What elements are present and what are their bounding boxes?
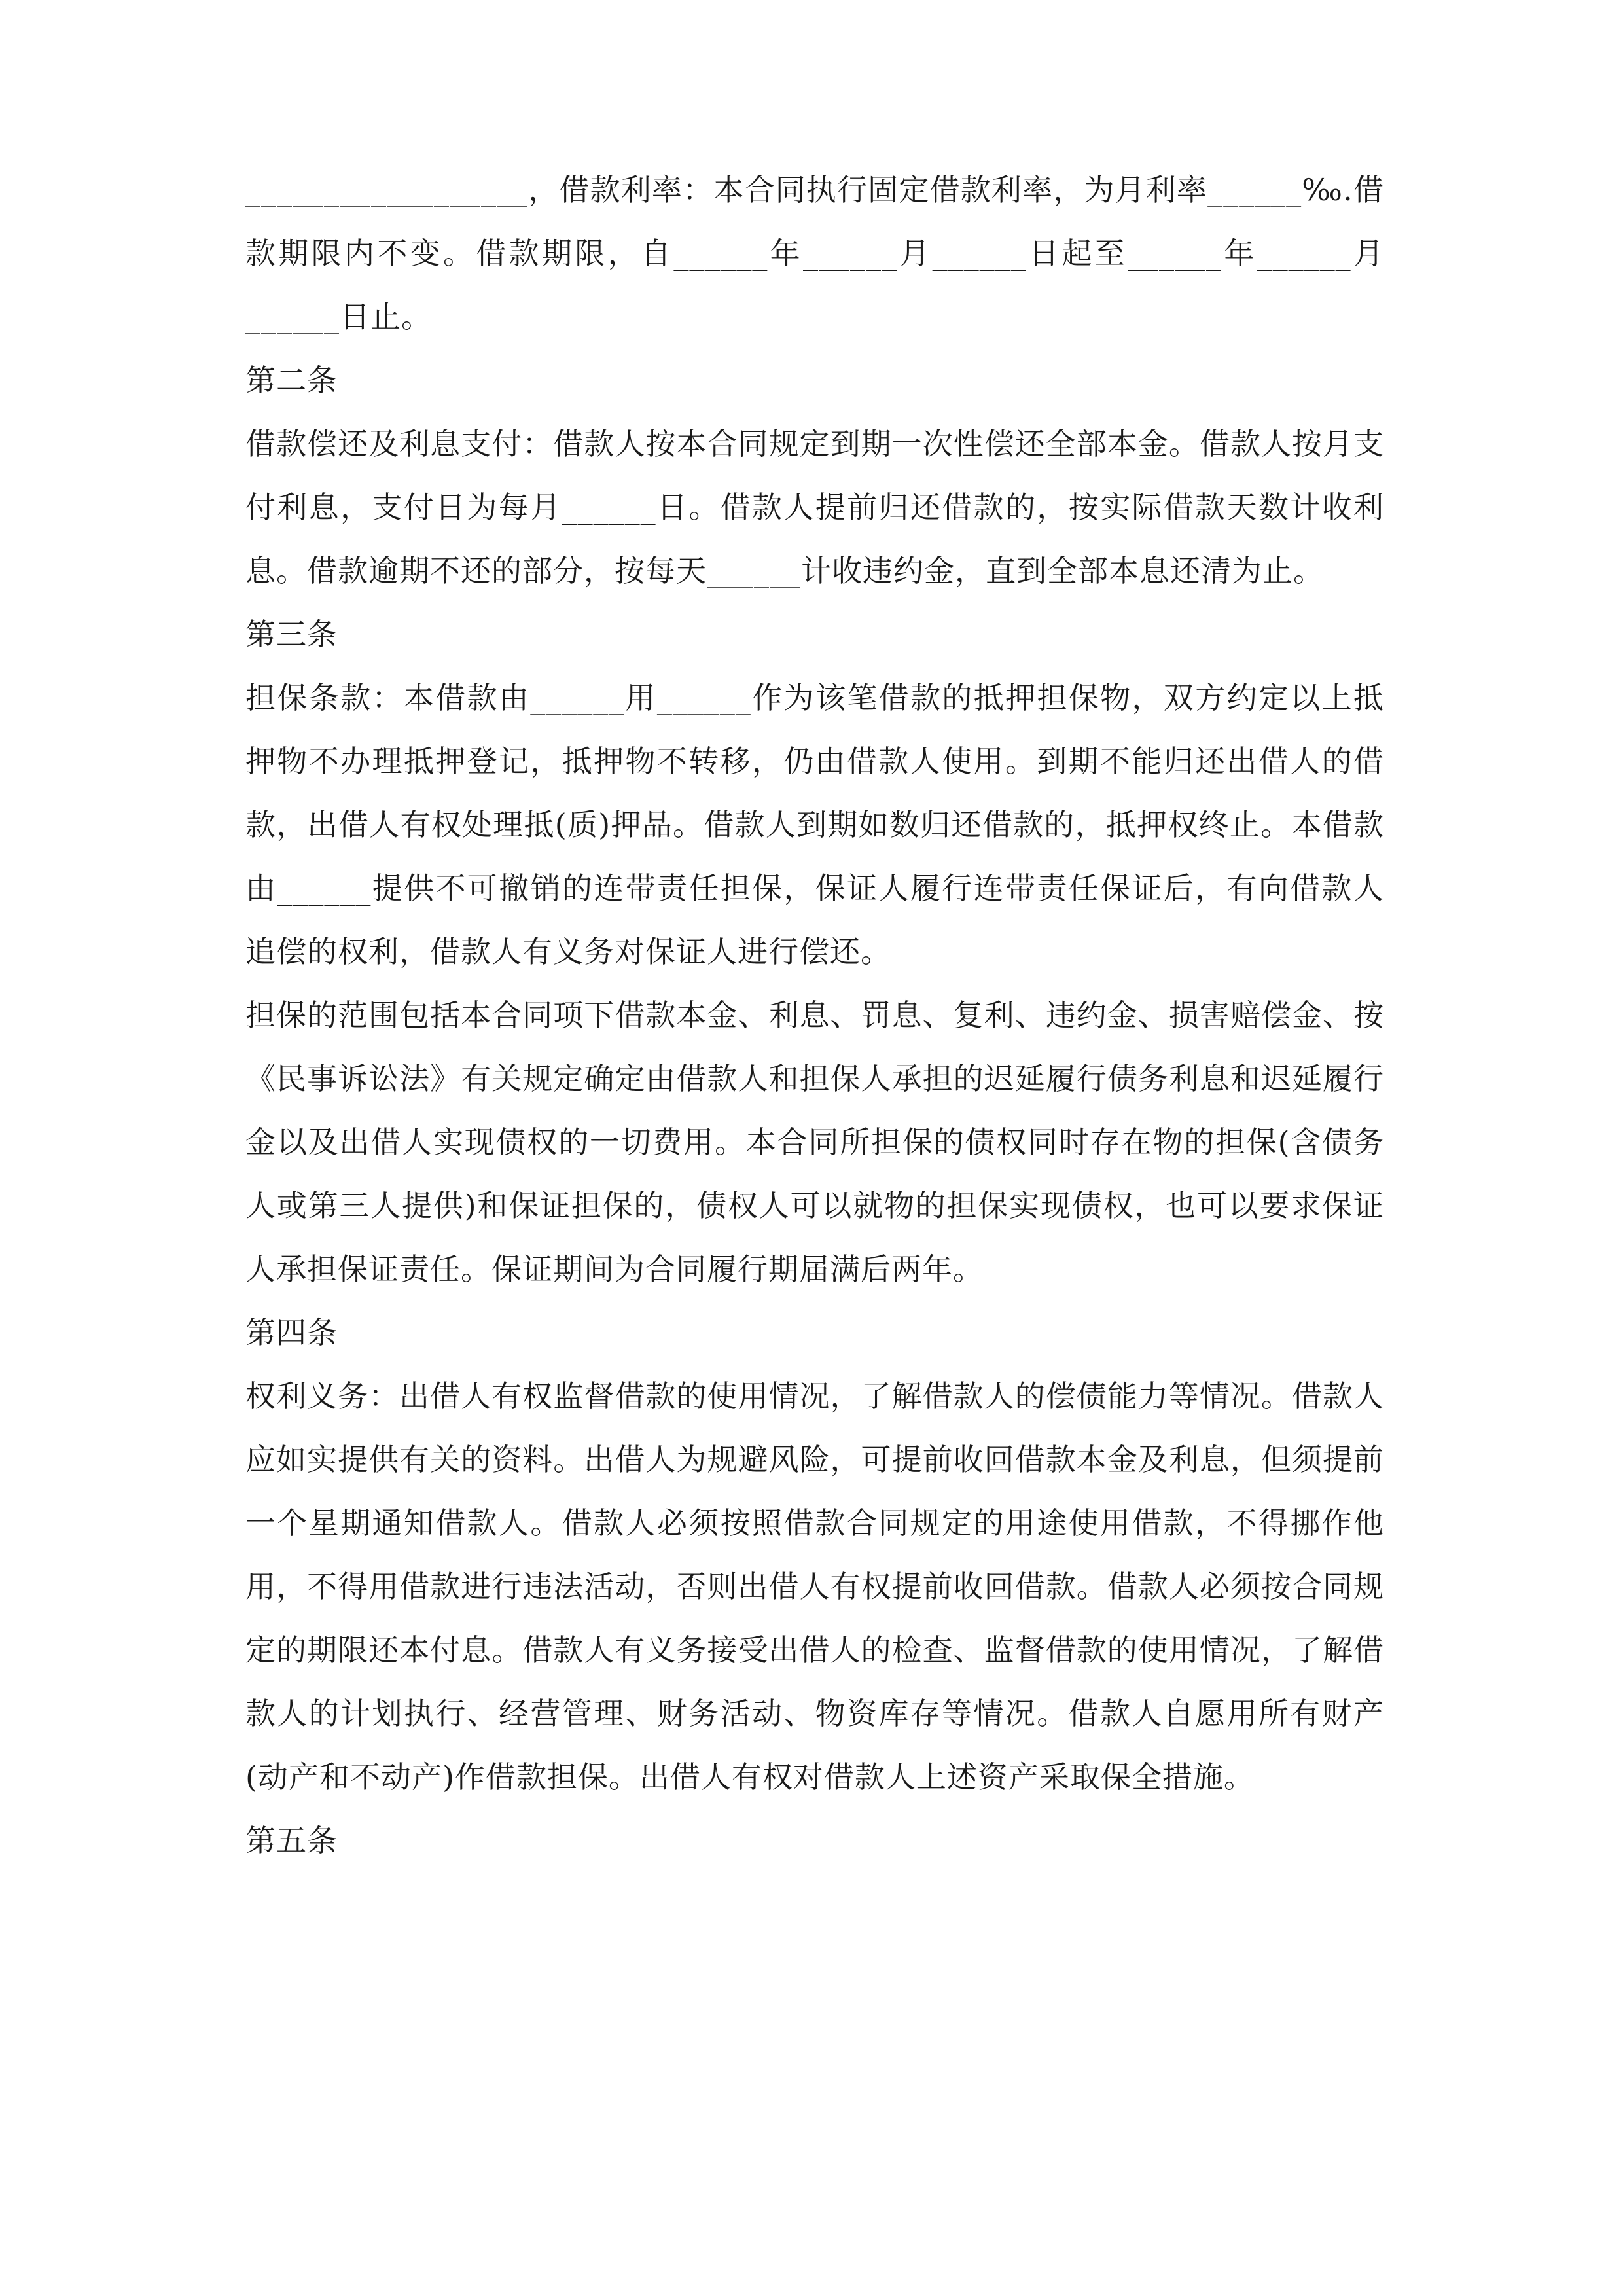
article-3-heading: 第三条 bbox=[245, 617, 338, 652]
clause-loan-rate-term: __________________，借款利率：本合同执行固定借款利率，为月利率______‰.借款期限内不变。借款期限，自______年______月______日起至______年______月______日止。 bbox=[245, 172, 1384, 334]
article-2-heading: 第二条 bbox=[245, 363, 338, 398]
clause-guarantee-scope: 担保的范围包括本合同项下借款本金、利息、罚息、复利、违约金、损害赔偿金、按《民事诉讼法》有关规定确定由借款人和担保人承担的迟延履行债务利息和迟延履行金以及出借人实现债权的一切费用。本合同所担保的债权同时存在物的担保(含债务人或第三人提供)和保证担保的，债权人可以就物的担保实现债权，也可以要求保证人承担保证责任。保证期间为合同履行期届满后两年。 bbox=[245, 997, 1384, 1287]
clause-guarantee: 担保条款：本借款由______用______作为该笔借款的抵押担保物，双方约定以上抵押物不办理抵押登记，抵押物不转移，仍由借款人使用。到期不能归还出借人的借款，出借人有权处理抵(质)押品。借款人到期如数归还借款的，抵押权终止。本借款由______提供不可撤销的连带责任担保，保证人履行连带责任保证后，有向借款人追偿的权利，借款人有义务对保证人进行偿还。 bbox=[245, 680, 1384, 969]
article-4-heading: 第四条 bbox=[245, 1315, 338, 1350]
document-body bbox=[245, 158, 1384, 1873]
clause-repayment-interest: 借款偿还及利息支付：借款人按本合同规定到期一次性偿还全部本金。借款人按月支付利息，支付日为每月______日。借款人提前归还借款的，按实际借款天数计收利息。借款逾期不还的部分，按每天______计收违约金，直到全部本息还清为止。 bbox=[245, 426, 1384, 588]
clause-rights-obligations: 权利义务：出借人有权监督借款的使用情况，了解借款人的偿债能力等情况。借款人应如实提供有关的资料。出借人为规避风险，可提前收回借款本金及利息，但须提前一个星期通知借款人。借款人必须按照借款合同规定的用途使用借款，不得挪作他用，不得用借款进行违法活动，否则出借人有权提前收回借款。借款人必须按合同规定的期限还本付息。借款人有义务接受出借人的检查、监督借款的使用情况，了解借款人的计划执行、经营管理、财务活动、物资库存等情况。借款人自愿用所有财产(动产和不动产)作借款担保。出借人有权对借款人上述资产采取保全措施。 bbox=[245, 1378, 1384, 1795]
article-5-heading: 第五条 bbox=[245, 1823, 338, 1858]
